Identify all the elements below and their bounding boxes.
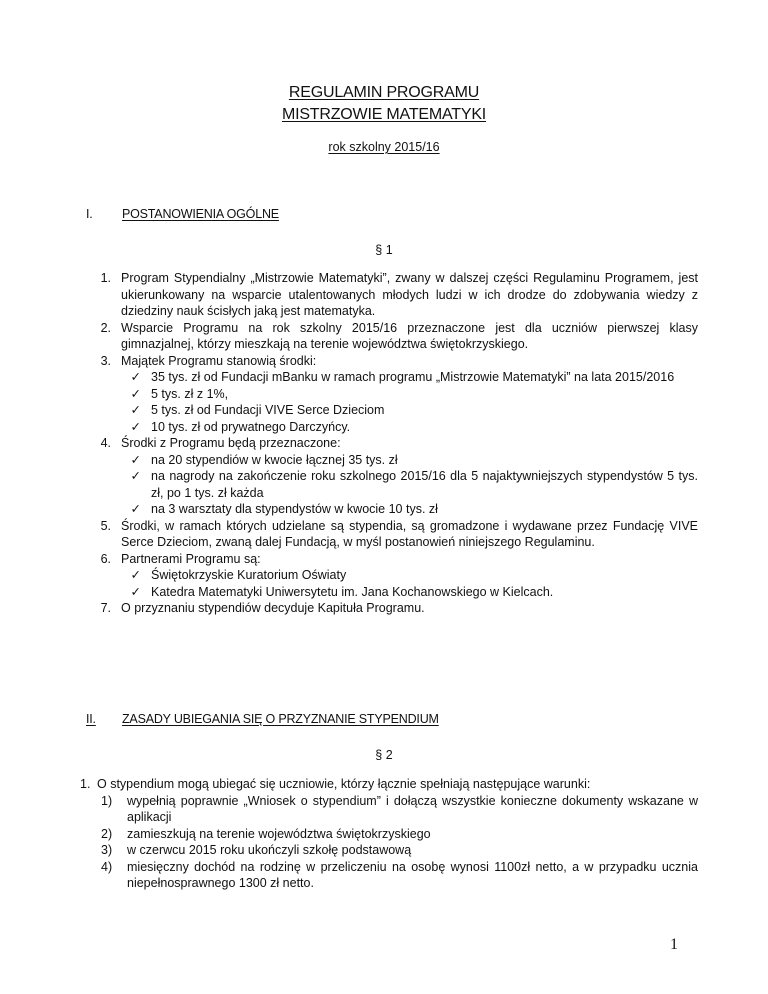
check-item: ✓ na nagrody na zakończenie roku szkolnego 2015/16 dla 5 najaktywniejszych stypendystów 5 tys. zł, po 1 tys. zł każda — [121, 468, 698, 501]
checkmark-icon: ✓ — [130, 469, 141, 483]
section-2-list — [80, 776, 698, 892]
condition-item: 1) wypełnią poprawnie „Wniosek o stypendium” i dołączą wszystkie konieczne dokumenty wskazane w aplikacji — [101, 793, 698, 824]
condition-item: 2) zamieszkują na terenie województwa świętokrzyskiego — [101, 826, 431, 841]
paragraph-2-mark: § 2 — [375, 748, 393, 762]
document-title-line1: REGULAMIN PROGRAMU — [288, 84, 480, 101]
list-item-2: 2. Wsparcie Programu na rok szkolny 2015/16 przeznaczone jest dla uczniów pierwszej klasy gimnazjalnej, którzy mieszkają na terenie województwa świętokrzyskiego. — [100, 320, 698, 351]
list-item-text: O stypendium mogą ubiegać się uczniowie, którzy łącznie spełniają następujące warunki: — [97, 777, 591, 791]
list-item-text: Środki z Programu będą przeznaczone: — [121, 436, 341, 450]
checkmark-icon: ✓ — [130, 584, 141, 599]
check-item: ✓ na 3 warsztaty dla stypendystów w kwocie 10 tys. zł — [121, 501, 698, 518]
checkmark-icon: ✓ — [130, 568, 141, 582]
list-item-7: 7. O przyznaniu stypendiów decyduje Kapituła Programu. — [86, 600, 698, 617]
check-item: ✓ 10 tys. zł od prywatnego Darczyńcy. — [121, 419, 698, 436]
check-item: ✓ na 20 stypendiów w kwocie łącznej 35 tys. zł — [121, 452, 698, 469]
condition-item: 3) w czerwcu 2015 roku ukończyli szkołę podstawową — [101, 843, 412, 857]
checkmark-icon: ✓ — [130, 403, 141, 417]
checkmark-icon: ✓ — [130, 502, 141, 516]
list-item-6: 6. Partnerami Programu są: ✓ Świętokrzyskie Kuratorium Oświaty ✓ Katedra Matematyki Uniwersytetu im. Jana Kochanowskiego w Kielcach. — [86, 551, 698, 601]
list-item-1: 1. O stypendium mogą ubiegać się uczniowie, którzy łącznie spełniają następujące warunki: — [80, 776, 698, 793]
section-2-title: ZASADY UBIEGANIA SIĘ O PRZYZNANIE STYPENDIUM — [122, 712, 439, 726]
list-item-1: 1. Program Stypendialny „Mistrzowie Matematyki”, zwany w dalszej części Regulaminu Programem, jest ukierunkowany na wsparcie utalentowanych młodych ludzi w ich drodze do zdobywania wiedzy z dziedziny nauk ścisłych jaką jest matematyka. — [100, 271, 698, 318]
list-item-text: Program Stypendialny „Mistrzowie Matematyki”, zwany w dalszej części Regulaminu Programem, jest ukierunkowany na wsparcie utalentowanych młodych ludzi w ich drodze do zdobywania wiedzy z dziedziny nauk ścisłych jaką jest matematyka. — [121, 271, 698, 318]
checkmark-icon: ✓ — [130, 452, 141, 467]
check-item: ✓ 5 tys. zł od Fundacji VIVE Serce Dzieciom — [121, 402, 698, 419]
list-item-text: Środki, w ramach których udzielane są stypendia, są gromadzone i wydawane przez Fundację VIVE Serce Dzieciom, zwaną dalej Fundacją, w myśl postanowień niniejszego Regulaminu. — [121, 518, 698, 549]
list-item-text: Wsparcie Programu na rok szkolny 2015/16 przeznaczone jest dla uczniów pierwszej klasy gimnazjalnej, którzy mieszkają na terenie województwa świętokrzyskiego. — [121, 320, 698, 351]
conditions-list — [80, 793, 698, 892]
list-item-4: 4. Środki z Programu będą przeznaczone: ✓ na 20 stypendiów w kwocie łącznej 35 tys. zł ✓ na nagrody na zakończenie roku szkolnego 2015/16 dla 5 najaktywniejszych stypendystów 5 tys. zł, po 1 tys. zł każda ✓ na 3 warsztaty dla stypendystów w kwocie 10 tys. zł — [100, 436, 698, 516]
page-number: 1 — [670, 936, 678, 953]
check-item: ✓ 35 tys. zł od Fundacji mBanku w ramach programu „Mistrzowie Matematyki” na lata 2015/2016 — [121, 369, 698, 386]
check-item: ✓ 5 tys. zł z 1%, — [121, 386, 698, 403]
list-item-3: 3. Majątek Programu stanowią środki: ✓ 35 tys. zł od Fundacji mBanku w ramach programu „Mistrzowie Matematyki” na lata 2015/2016 ✓ 5 tys. zł z 1%, ✓ 5 tys. zł od Fundacji VIVE Serce Dzieciom ✓ 10 tys. zł od prywatnego Darczyńcy. — [86, 353, 698, 436]
document-title-line2: MISTRZOWIE MATEMATYKI — [281, 106, 487, 123]
school-year: rok szkolny 2015/16 — [328, 140, 440, 154]
list-item-text: Partnerami Programu są: — [121, 551, 261, 566]
paragraph-1-mark: § 1 — [375, 243, 393, 257]
checkmark-icon: ✓ — [130, 419, 141, 434]
list-item-text: O przyznaniu stypendiów decyduje Kapituła Programu. — [121, 601, 425, 615]
section-1-title: POSTANOWIENIA OGÓLNE — [122, 207, 279, 221]
condition-item: 4) miesięczny dochód na rodzinę w przeliczeniu na osobę wynosi 1100zł netto, a w przypadku ucznia niepełnosprawnego 1300 zł netto. — [101, 859, 698, 890]
check-item: ✓ Katedra Matematyki Uniwersytetu im. Jana Kochanowskiego w Kielcach. — [121, 584, 698, 601]
list-item-5: 5. Środki, w ramach których udzielane są stypendia, są gromadzone i wydawane przez Fundację VIVE Serce Dzieciom, zwaną dalej Fundacją, w myśl postanowień niniejszego Regulaminu. — [100, 518, 698, 549]
section-1-list — [86, 270, 698, 617]
list-item-text: Majątek Programu stanowią środki: — [121, 353, 317, 368]
section-1-number: I. — [86, 207, 93, 221]
checkmark-icon: ✓ — [130, 386, 141, 401]
checkmark-icon: ✓ — [130, 370, 141, 384]
check-item: ✓ Świętokrzyskie Kuratorium Oświaty — [121, 567, 698, 584]
section-2-number: II. — [86, 712, 96, 726]
